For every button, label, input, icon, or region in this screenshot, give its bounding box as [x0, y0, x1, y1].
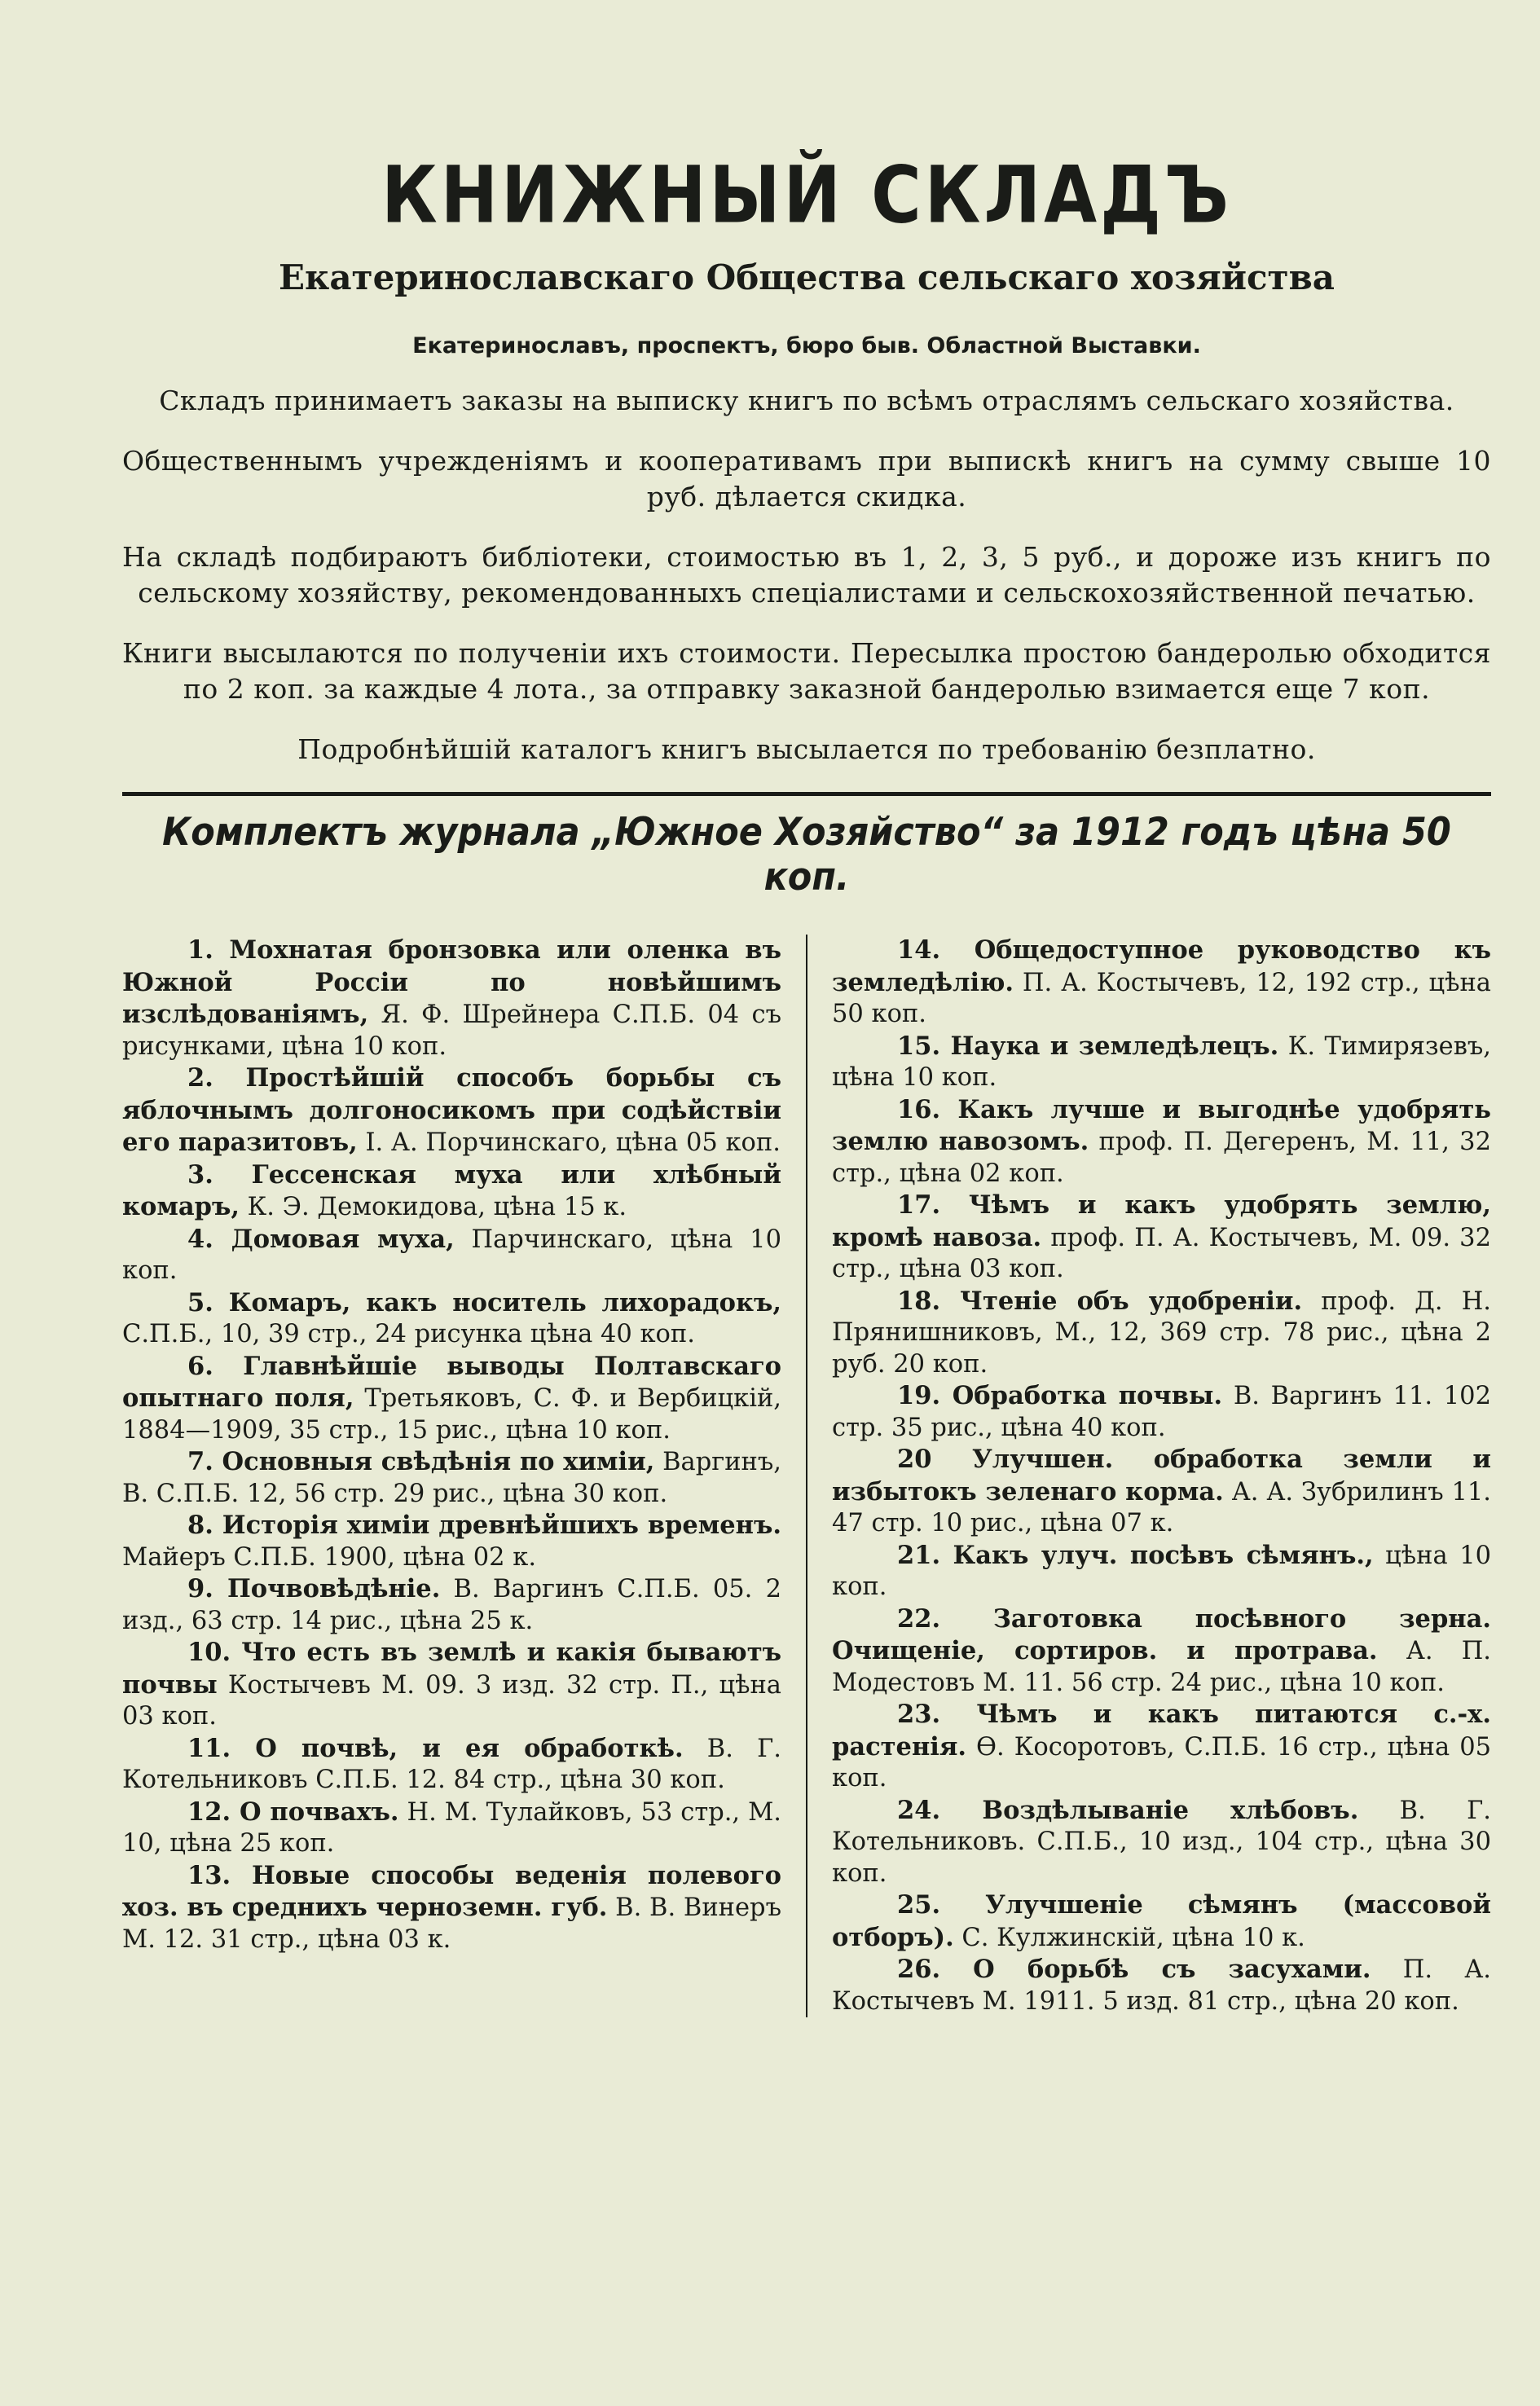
item-title: 8. Исторія химіи древнѣйшихъ временъ.: [187, 1511, 781, 1540]
item-title: 11. О почвѣ, и ея обработкѣ.: [187, 1733, 684, 1763]
item-title: 1. Мохнатая бронзовка или оленка въ Южной Россіи по новѣйшимъ изслѣдованіямъ,: [122, 935, 781, 1029]
item-details: цѣна 10 коп.: [832, 1541, 1492, 1601]
item-details: П. А. Костычевъ М. 1911. 5 изд. 81 стр., цѣна 20 коп.: [832, 1955, 1492, 2016]
item-details: Варгинъ, В. С.П.Б. 12, 56 стр. 29 рис., цѣна 30 коп.: [122, 1448, 781, 1508]
page: [122, 122, 1491, 2363]
paragraph: Складъ принимаетъ заказы на выписку книгъ по всѣмъ отраслямъ сельскаго хозяйства.: [159, 385, 1454, 416]
list-item: [832, 1286, 1491, 1381]
item-details: І. А. Порчинскаго, цѣна 05 коп.: [357, 1128, 781, 1157]
item-title: 4. Домовая муха,: [187, 1224, 455, 1254]
item-details: В. Варгинъ 11. 102 стр. 35 рис., цѣна 40 коп.: [832, 1382, 1491, 1442]
item-details: Костычевъ М. 09. 3 изд. 32 стр. П., цѣна 03 коп.: [122, 1670, 781, 1731]
item-details: В. В. Винеръ М. 12. 31 стр., цѣна 03 к.: [122, 1894, 781, 1954]
list-item: [122, 1733, 781, 1797]
list-item: [832, 1603, 1491, 1700]
item-title: 5. Комаръ, какъ носитель лихорадокъ,: [187, 1287, 781, 1317]
item-details: П. А. Костычевъ, 12, 192 стр., цѣна 50 коп.: [832, 968, 1491, 1028]
paragraph: Подробнѣйшій каталогъ книгъ высылается по требованію безплатно.: [297, 733, 1316, 765]
item-details: К. Тимирязевъ, цѣна 10 коп.: [832, 1031, 1492, 1092]
item-title: 18. Чтеніе объ удобреніи.: [897, 1286, 1303, 1316]
item-details: В. Варгинъ С.П.Б. 05. 2 изд., 63 стр. 14 рис., цѣна 25 к.: [122, 1575, 781, 1635]
item-details: проф. П. А. Костычевъ, М. 09. 32 стр., цѣна 03 коп.: [832, 1223, 1491, 1283]
book-list-columns: [122, 935, 1491, 2017]
list-item: [832, 1031, 1491, 1094]
item-title: 20 Улучшен. обработка земли и избытокъ зеленаго корма.: [832, 1445, 1491, 1506]
item-title: 9. Почвовѣдѣніе.: [187, 1574, 441, 1603]
item-details: Ѳ. Косоротовъ, С.П.Б. 16 стр., цѣна 05 коп.: [832, 1732, 1491, 1792]
item-title: 19. Обработка почвы.: [897, 1381, 1223, 1410]
paragraph: На складѣ подбираютъ библіотеки, стоимостью въ 1, 2, 3, 5 руб., и дороже изъ книгъ по сельскому хозяйству, рекомендованныхъ спеціалистами и сельскохозяйственной печатью.: [122, 541, 1491, 609]
list-item: [832, 1190, 1491, 1286]
paragraph: Общественнымъ учрежденіямъ и кооперативамъ при выпискѣ книгъ на сумму свыше 10 руб. дѣлается скидка.: [122, 445, 1491, 512]
list-item: [122, 1062, 781, 1159]
item-title: 2. Простѣйшій способъ борьбы съ яблочнымъ долгоносикомъ при содѣйствіи его паразитовъ,: [122, 1063, 781, 1157]
paragraph: Книги высылаются по полученіи ихъ стоимости. Пересылка простою бандеролью обходится по 2 коп. за каждые 4 лота., за отправку заказной бандеролью взимается еще 7 коп.: [122, 637, 1491, 705]
list-item: [122, 1159, 781, 1224]
item-details: А. П. Модестовъ М. 11. 56 стр. 24 рис., цѣна 10 коп.: [832, 1637, 1491, 1697]
list-item: [122, 1446, 781, 1510]
item-details: Я. Ф. Шрейнера С.П.Б. 04 съ рисунками, цѣна 10 коп.: [122, 1001, 781, 1061]
item-details: проф. Д. Н. Прянишниковъ, М., 12, 369 стр. 78 рис., цѣна 2 руб. 20 коп.: [832, 1287, 1492, 1379]
item-details: К. Э. Демокидова, цѣна 15 к.: [239, 1193, 627, 1221]
item-title: 7. Основныя свѣдѣнія по химіи,: [187, 1447, 655, 1476]
list-item: [832, 1954, 1491, 2017]
list-item: [832, 1540, 1491, 1603]
item-title: 22. Заготовка посѣвного зерна. Очищеніе, сортиров. и протрава.: [832, 1603, 1491, 1665]
list-item: [122, 1860, 781, 1956]
page-subtitle: Екатеринославскаго Общества сельскаго хозяйства: [279, 257, 1335, 297]
section-heading: Комплектъ журнала „Южное Хозяйство“ за 1912 годъ цѣна 50 коп.: [162, 810, 1451, 900]
list-item: [122, 1797, 781, 1860]
list-item: [122, 1510, 781, 1573]
list-item: [122, 1287, 781, 1351]
item-title: 3. Гессенская муха или хлѣбный комаръ,: [122, 1159, 781, 1221]
list-item: [122, 1573, 781, 1637]
item-title: 24. Воздѣлываніе хлѣбовъ.: [897, 1795, 1359, 1825]
list-item: [832, 935, 1491, 1031]
left-column: [122, 935, 806, 2017]
item-details: Парчинскаго, цѣна 10 коп.: [122, 1225, 781, 1285]
item-title: 16. Какъ лучше и выгоднѣе удобрять землю навозомъ.: [832, 1094, 1491, 1156]
list-item: [832, 1699, 1491, 1795]
item-details: В. Г. Котельниковъ. С.П.Б., 10 изд., 104 стр., цѣна 30 коп.: [832, 1796, 1491, 1888]
item-title: 12. О почвахъ.: [187, 1797, 399, 1827]
item-details: А. А. Зубрилинъ 11. 47 стр. 10 рис., цѣна 07 к.: [832, 1477, 1491, 1537]
item-details: Н. М. Тулайковъ, 53 стр., М. 10, цѣна 25 коп.: [122, 1797, 781, 1858]
list-item: [122, 1637, 781, 1733]
item-title: 21. Какъ улуч. посѣвъ сѣмянъ.,: [897, 1540, 1374, 1570]
list-item: [832, 1094, 1491, 1190]
item-title: 6. Главнѣйшіе выводы Полтавскаго опытнаго поля,: [122, 1351, 781, 1413]
item-title: 17. Чѣмъ и какъ удобрять землю, кромѣ навоза.: [832, 1190, 1491, 1252]
address-line: Екатеринославъ, проспектъ, бюро быв. Областной Выставки.: [412, 333, 1201, 358]
list-item: [122, 1351, 781, 1447]
list-item: [832, 1380, 1491, 1444]
item-details: проф. П. Дегеренъ, М. 11, 32 стр., цѣна 02 коп.: [832, 1128, 1491, 1188]
item-details: В. Г. Котельниковъ С.П.Б. 12. 84 стр., цѣна 30 коп.: [122, 1734, 782, 1794]
item-details: С. Кулжинскій, цѣна 10 к.: [953, 1923, 1305, 1952]
item-title: 14. Общедоступное руководство къ земледѣлію.: [832, 935, 1491, 997]
item-title: 25. Улучшеніе сѣмянъ (массовой отборъ).: [832, 1890, 1491, 1952]
item-title: 15. Наука и земледѣлецъ.: [897, 1031, 1279, 1061]
list-item: [122, 1224, 781, 1287]
item-title: 26. О борьбѣ съ засухами.: [897, 1955, 1371, 1984]
list-item: [122, 935, 781, 1062]
item-details: С.П.Б., 10, 39 стр., 24 рисунка цѣна 40 коп.: [122, 1320, 695, 1348]
page-title: КНИЖНЫЙ СКЛАДЪ: [381, 148, 1232, 241]
right-column: [807, 935, 1491, 2017]
horizontal-rule: [122, 792, 1491, 796]
list-item: [832, 1795, 1491, 1890]
item-title: 13. Новые способы веденія полевого хоз. въ среднихъ черноземн. губ.: [122, 1860, 781, 1922]
list-item: [832, 1889, 1491, 1954]
item-details: Третьяковъ, С. Ф. и Вербицкій, 1884—1909, 35 стр., 15 рис., цѣна 10 коп.: [122, 1384, 781, 1445]
item-title: 10. Что есть въ землѣ и какія бываютъ почвы: [122, 1638, 781, 1700]
item-details: Майеръ С.П.Б. 1900, цѣна 02 к.: [122, 1542, 537, 1572]
item-title: 23. Чѣмъ и какъ питаются с.-х. растенія.: [832, 1700, 1491, 1762]
list-item: [832, 1444, 1491, 1540]
